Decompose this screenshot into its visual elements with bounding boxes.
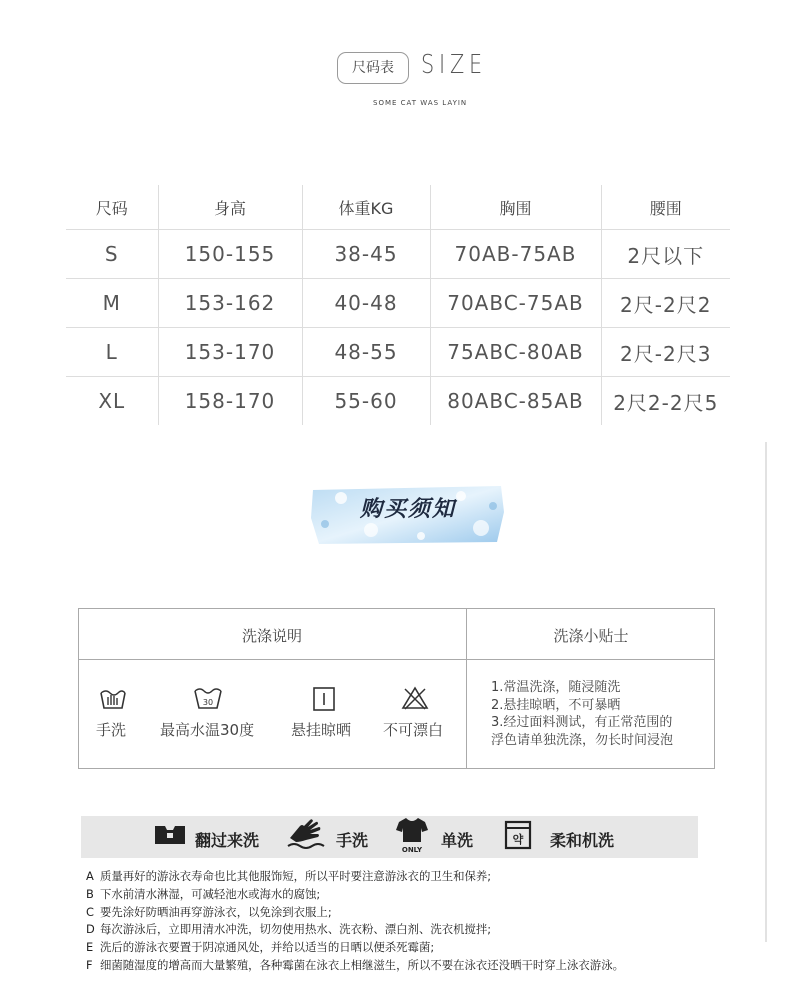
list-text: 每次游泳后，立即用清水冲洗，切勿使用热水、洗衣粉、漂白剂、洗衣机搅拌; <box>100 922 492 937</box>
care-instructions-list <box>86 868 624 975</box>
wash-tips <box>491 679 673 749</box>
no-bleach-icon <box>400 685 430 711</box>
table-cell: 70AB-75AB <box>430 230 601 279</box>
strip-label: 翻过来洗 <box>195 831 260 850</box>
tip-line: 2.悬挂晾晒，不可暴晒 <box>491 697 621 713</box>
notice-title: 购买须知 <box>360 496 457 522</box>
list-item <box>86 886 624 904</box>
column-header: 体重KG <box>302 185 430 230</box>
size-table-header <box>66 185 730 230</box>
column-header: 胸围 <box>430 185 601 230</box>
list-text: 要先涂好防晒油再穿游泳衣，以免涂到衣服上; <box>100 904 332 919</box>
shirt-only-icon <box>395 816 429 854</box>
only-badge: ONLY <box>401 846 423 854</box>
table-row <box>66 328 730 377</box>
table-cell: 40-48 <box>302 279 430 328</box>
list-text: 洗后的游泳衣要置于阴凉通风处，并给以适当的日晒以便杀死霉菌; <box>100 940 435 955</box>
brand-subtitle: SOME CAT WAS LAYIN <box>373 99 468 107</box>
list-letter: B <box>86 886 94 901</box>
list-letter: A <box>86 869 94 883</box>
wash-label: 不可漂白 <box>383 721 444 739</box>
table-row <box>66 230 730 279</box>
table-cell: 2尺以下 <box>601 230 730 279</box>
hand-wash-icon <box>286 818 326 850</box>
list-text: 细菌随湿度的增高而大量繁殖，各种霉菌在泳衣上相继滋生，所以不要在泳衣还没晒干时穿上泳衣游泳。 <box>100 957 624 972</box>
wash-label: 最高水温30度 <box>160 721 255 739</box>
table-cell: 48-55 <box>302 328 430 377</box>
tip-line: 1.常温洗涤，随浸随洗 <box>491 680 621 695</box>
tip-line: 3.经过面料测试，有正常范围的 <box>491 715 673 730</box>
machine-gentle-icon <box>504 820 532 850</box>
strip-label: 柔和机洗 <box>550 831 615 850</box>
wash-tips-title: 洗涤小贴士 <box>553 627 629 645</box>
wash-instructions-title: 洗涤说明 <box>241 627 302 645</box>
strip-label: 单洗 <box>441 831 474 850</box>
table-cell: 80ABC-85AB <box>430 377 601 426</box>
table-row <box>66 279 730 328</box>
table-cell: 153-162 <box>158 279 302 328</box>
table-cell: 70ABC-75AB <box>430 279 601 328</box>
tip-line: 浮色请单独洗涤，勿长时间浸泡 <box>491 732 674 748</box>
list-item <box>86 904 624 922</box>
table-cell: 38-45 <box>302 230 430 279</box>
table-row <box>66 377 730 426</box>
wash-label: 悬挂晾晒 <box>291 721 352 739</box>
divider <box>78 659 715 660</box>
list-letter: E <box>86 940 94 955</box>
column-header: 尺码 <box>66 185 158 230</box>
list-text: 下水前清水淋湿，可减轻池水或海水的腐蚀; <box>100 886 321 901</box>
size-table <box>66 185 730 425</box>
handwash-icon <box>98 685 128 711</box>
list-letter: D <box>86 922 95 937</box>
table-cell: M <box>66 279 158 328</box>
list-item <box>86 957 624 975</box>
list-letter: C <box>86 904 94 919</box>
list-text: 质量再好的游泳衣寿命也比其他服饰短，所以平时要注意游泳衣的卫生和保养; <box>100 869 492 883</box>
table-cell: 2尺-2尺2 <box>601 279 730 328</box>
hang-dry-icon <box>309 686 339 712</box>
list-item <box>86 921 624 939</box>
table-cell: 55-60 <box>302 377 430 426</box>
inside-out-icon <box>153 820 187 848</box>
temperature-label: 30 <box>202 698 214 707</box>
list-item <box>86 868 624 886</box>
table-cell: XL <box>98 389 126 413</box>
edge-line <box>765 442 767 942</box>
table-cell: L <box>66 328 158 377</box>
column-header: 身高 <box>158 185 302 230</box>
list-item <box>86 939 624 957</box>
column-header: 腰围 <box>601 185 730 230</box>
gentle-badge: 약 <box>512 833 524 846</box>
table-cell: 2尺-2尺3 <box>601 328 730 377</box>
size-title: SIZE <box>421 50 487 80</box>
table-cell: 153-170 <box>158 328 302 377</box>
wash-label: 手洗 <box>96 721 127 739</box>
strip-label: 手洗 <box>336 831 369 850</box>
list-letter: F <box>86 957 93 972</box>
max-30-degree-icon <box>193 685 223 711</box>
table-cell: 158-170 <box>158 377 302 426</box>
table-cell: 2尺2-2尺5 <box>601 377 730 426</box>
table-cell: S <box>66 230 158 279</box>
size-chart-pill: 尺码表 <box>337 52 409 84</box>
table-cell: 150-155 <box>158 230 302 279</box>
table-cell: 75ABC-80AB <box>430 328 601 377</box>
